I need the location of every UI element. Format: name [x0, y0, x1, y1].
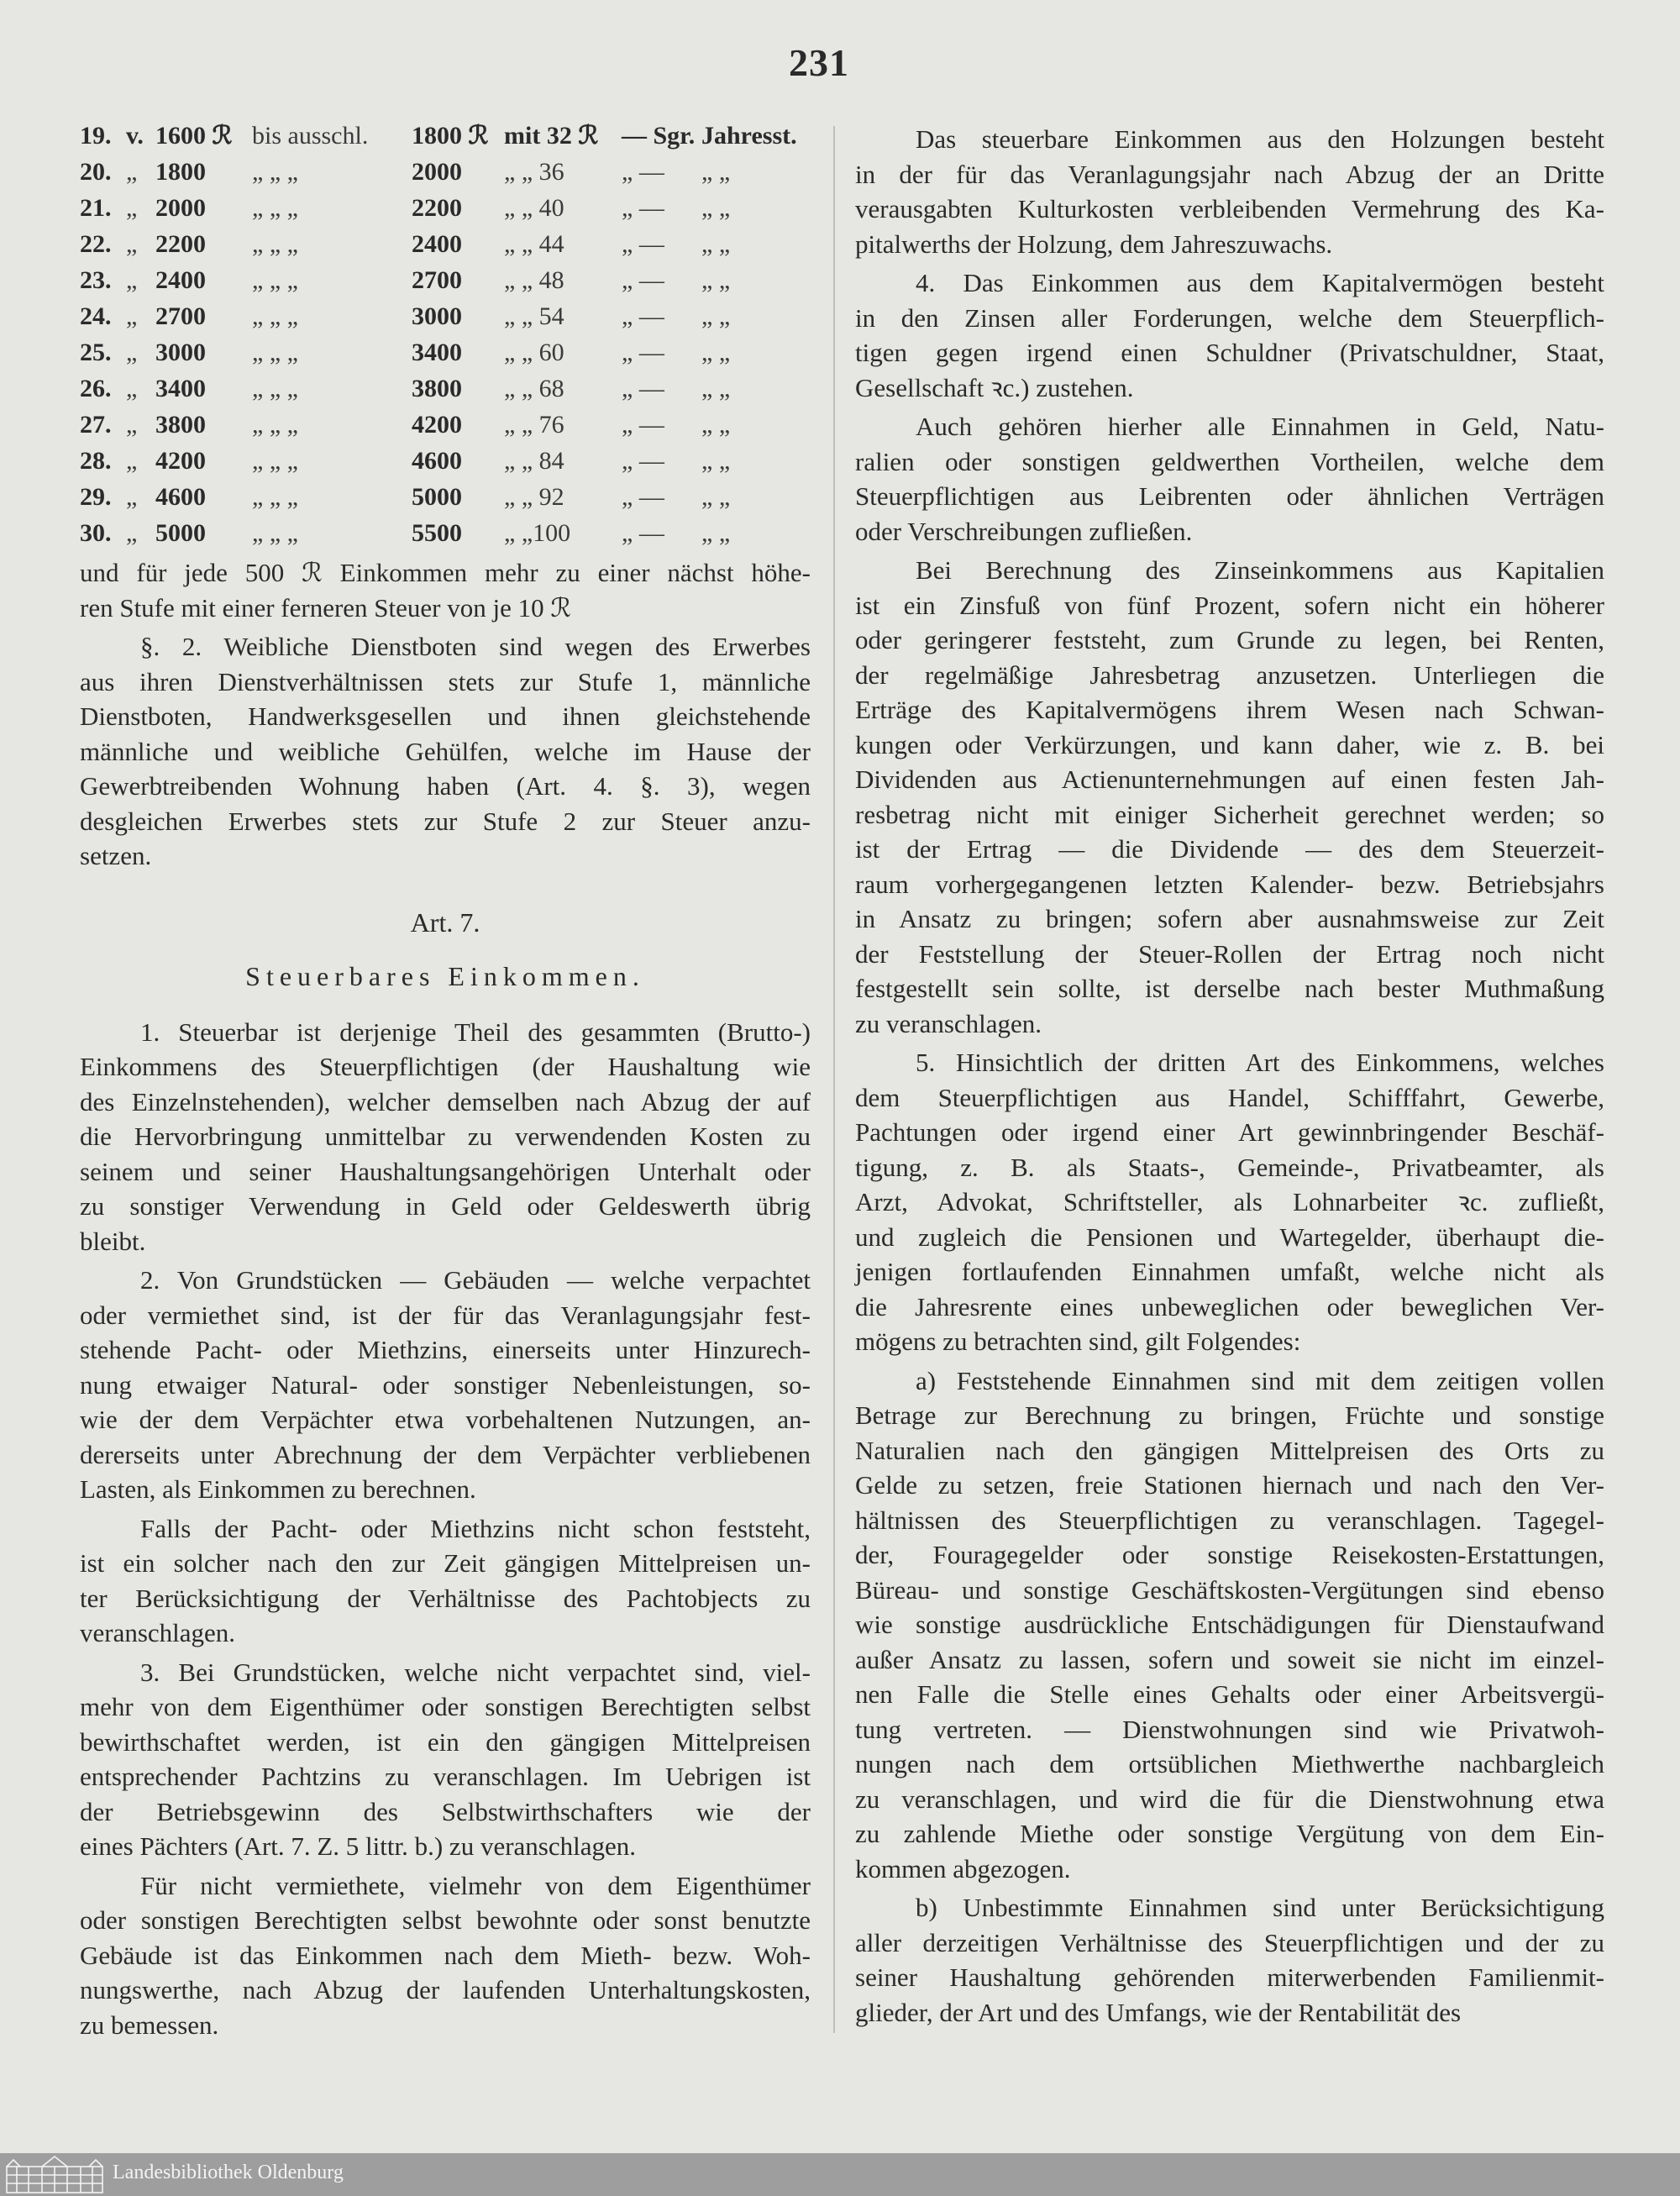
- table-cell: „ „ 48: [504, 266, 564, 294]
- text-line: ist ein solcher nach den zur Zeit gängigen Mittelpreisen un-: [80, 1548, 811, 1578]
- text-line: 3. Bei Grundstücken, welche nicht verpachtet sind, viel-: [140, 1657, 811, 1687]
- table-cell: „: [126, 447, 138, 475]
- table-cell: „ „ 54: [504, 302, 564, 330]
- table-cell: „: [126, 302, 138, 330]
- text-line: raum vorhergegangenen letzten Kalender- bezw. Betriebsjahrs: [855, 869, 1604, 899]
- text-line: hältnissen des Steuerpflichtigen zu veranschlagen. Tagegel-: [855, 1505, 1604, 1535]
- table-cell: mit 32 ℛ: [504, 122, 599, 150]
- text-line: Betrage zur Berechnung zu bringen, Früchte und sonstige: [855, 1400, 1604, 1430]
- paragraph: [80, 1655, 811, 1864]
- text-line: 4. Das Einkommen aus dem Kapitalvermögen besteht: [916, 268, 1604, 297]
- text-line: bewirthschaftet werden, ist ein den gängigen Mittelpreisen: [80, 1726, 811, 1757]
- table-cell: „ „ „: [252, 375, 298, 402]
- text-line: Lasten, als Einkommen zu berechnen.: [80, 1474, 476, 1504]
- text-line: in der für das Veranlagungsjahr nach Abzug der an Dritte: [855, 159, 1604, 189]
- text-line: Naturalien nach den gängigen Mittelpreisen des Orts zu: [855, 1435, 1604, 1465]
- left-column: [80, 118, 811, 2042]
- table-cell: „: [126, 158, 138, 186]
- text-line: b) Unbestimmte Einnahmen sind unter Berücksichtigung: [916, 1893, 1604, 1922]
- text-line: bleibt.: [80, 1226, 146, 1256]
- table-cell: „ „ „: [252, 158, 298, 186]
- text-line: Steuerpflichtigen aus Leibrenten oder ähnlichen Verträgen: [855, 481, 1604, 511]
- text-line: Bei Berechnung des Zinseinkommens aus Kapitalien: [916, 555, 1604, 585]
- text-line: aus ihren Dienstverhältnissen stets zur Stufe 1, männliche: [80, 666, 811, 696]
- article-number: Art. 7.: [410, 906, 480, 938]
- table-cell: „ „: [701, 230, 731, 258]
- text-line: des Einzelnstehenden), welcher demselben nach Abzug der auf: [80, 1086, 811, 1116]
- table-cell: 25.: [80, 339, 112, 366]
- text-line: die Hervorbringung unmittelbar zu verwendenden Kosten zu: [80, 1122, 811, 1151]
- table-cell: „ „100: [504, 519, 571, 547]
- text-line: wie sonstige ausdrückliche Entschädigungen für Dienstaufwand: [855, 1610, 1604, 1639]
- table-cell: „ „: [701, 375, 731, 402]
- table-cell: „ „ 36: [504, 158, 564, 186]
- paragraph: [80, 629, 811, 874]
- text-line: seinem und seiner Haushaltungsangehörigen Unterhalt oder: [80, 1156, 811, 1186]
- table-cell: 5000: [412, 483, 462, 511]
- text-line: veranschlagen.: [80, 1618, 236, 1647]
- table-cell: 21.: [80, 194, 112, 222]
- table-cell: 23.: [80, 266, 112, 294]
- table-cell: „ „ 76: [504, 411, 564, 439]
- text-line: Dienstboten, Handwerksgesellen und ihnen gleichstehende: [80, 701, 811, 731]
- page-number: 231: [789, 41, 849, 84]
- table-cell: 2200: [155, 230, 206, 258]
- paragraph: [855, 1890, 1604, 2030]
- library-footer-bar: [0, 2153, 1680, 2196]
- table-cell: „ „: [701, 158, 731, 186]
- paragraph: [855, 409, 1604, 549]
- text-line: die Jahresrente eines unbeweglichen oder beweglichen Ver-: [855, 1291, 1604, 1321]
- text-line: Arzt, Advokat, Schriftsteller, als Lohnarbeiter ꝛc. zufließt,: [855, 1187, 1604, 1216]
- text-line: Gesellschaft ꝛc.) zustehen.: [855, 372, 1134, 402]
- paragraph: [80, 1015, 811, 1259]
- text-line: wie der dem Verpächter etwa vorbehaltenen Nutzungen, an-: [80, 1405, 811, 1434]
- table-cell: „ „: [701, 519, 731, 547]
- table-cell: 2400: [155, 266, 206, 294]
- text-line: ter Berücksichtigung der Verhältnisse des Pachtobjects zu: [80, 1583, 811, 1613]
- tax-bracket-table: [80, 118, 811, 551]
- table-cell: 2400: [412, 230, 462, 258]
- table-cell: „: [126, 230, 138, 258]
- table-cell: „ „ „: [252, 447, 298, 475]
- table-cell: 3800: [155, 411, 206, 439]
- table-cell: „ „: [701, 266, 731, 294]
- text-line: Gewerbtreibenden Wohnung haben (Art. 4. §. 3), wegen: [80, 771, 811, 801]
- text-line: kungen oder Verkürzungen, und kann daher, wie z. B. bei: [855, 729, 1604, 759]
- text-line: a) Feststehende Einnahmen sind mit dem zeitigen vollen: [916, 1365, 1604, 1395]
- text-line: Gelde zu setzen, freie Stationen hiernach und nach den Ver-: [855, 1470, 1604, 1500]
- text-line: zu veranschlagen, und wird die für die Dienstwohnung etwa: [855, 1784, 1604, 1814]
- table-cell: „ „ 84: [504, 447, 564, 475]
- table-cell: „ „ „: [252, 266, 298, 294]
- left-body-paragraphs: [80, 1015, 811, 2043]
- table-cell: „ „ 92: [504, 483, 564, 511]
- table-cell: „ „ 68: [504, 375, 564, 402]
- table-cell: „ „: [701, 302, 731, 330]
- text-line: Auch gehören hierher alle Einnahmen in Geld, Natu-: [916, 412, 1604, 441]
- text-line: verausgabten Kulturkosten verbleibenden Vermehrung des Ka-: [855, 194, 1604, 223]
- table-cell: „: [126, 483, 138, 511]
- paragraph: [855, 1363, 1604, 1887]
- text-line: glieder, der Art und des Umfangs, wie der Rentabilität des: [855, 1997, 1462, 2027]
- table-cell: „ „: [701, 194, 731, 222]
- text-line: jenigen fortlaufenden Einnahmen umfaßt, welche nicht als: [855, 1257, 1604, 1286]
- article-title: Steuerbares Einkommen.: [245, 960, 645, 991]
- text-line: und zugleich die Pensionen und Wartegelder, überhaupt die-: [855, 1221, 1604, 1252]
- table-cell: „ „ 40: [504, 194, 564, 222]
- table-cell: „ —: [622, 483, 664, 511]
- table-cell: 19.: [80, 122, 112, 150]
- table-cell: „ —: [622, 375, 664, 402]
- table-cell: „ „ „: [252, 519, 298, 547]
- text-line: Einkommens des Steuerpflichtigen (der Haushaltung wie: [80, 1052, 811, 1081]
- paragraph: [80, 1511, 811, 1651]
- table-cell: „ —: [622, 230, 664, 258]
- text-line: §. 2. Weibliche Dienstboten sind wegen des Erwerbes: [140, 632, 811, 661]
- library-name: Landesbibliothek Oldenburg: [113, 2162, 344, 2183]
- text-line: oder sonstigen Berechtigten selbst bewohnte oder sonst benutzte: [80, 1905, 811, 1935]
- table-cell: 3800: [412, 375, 462, 402]
- text-line: Erträge des Kapitalvermögens ihrem Wesen nach Schwan-: [855, 695, 1604, 724]
- table-cell: „ „ 60: [504, 339, 564, 366]
- table-cell: 3000: [412, 302, 462, 330]
- table-cell: „: [126, 194, 138, 222]
- table-cell: 5500: [412, 519, 462, 547]
- table-cell: „ —: [622, 302, 664, 330]
- table-cell: 4200: [155, 447, 206, 475]
- text-line: nungswerthe, nach Abzug der laufenden Unterhaltungskosten,: [80, 1975, 811, 2004]
- text-line: mögens zu betrachten sind, gilt Folgendes:: [855, 1327, 1301, 1356]
- text-line: 1. Steuerbar ist derjenige Theil des gesammten (Brutto-): [140, 1017, 811, 1047]
- table-cell: „ „ „: [252, 483, 298, 511]
- table-cell: 5000: [155, 519, 206, 547]
- right-body-paragraphs: [855, 122, 1604, 2030]
- text-line: zu sonstiger Verwendung in Geld oder Geldeswerth übrig: [80, 1191, 811, 1221]
- table-cell: v.: [126, 122, 144, 150]
- text-line: tung vertreten. — Dienstwohnungen sind wie Privatwoh-: [855, 1714, 1604, 1744]
- text-line: stehende Pacht- oder Miethzins, einerseits unter Hinzurech-: [80, 1335, 811, 1364]
- text-line: ralien oder sonstigen geldwerthen Vortheilen, welche dem: [855, 446, 1604, 476]
- table-cell: „ „: [701, 483, 731, 511]
- text-line: Für nicht vermiethete, vielmehr von dem Eigenthümer: [140, 1870, 811, 1900]
- text-line: der Feststellung der Steuer-Rollen der Ertrag noch nicht: [855, 938, 1604, 969]
- text-line: desgleichen Erwerbes stets zur Stufe 2 zur Steuer anzu-: [80, 806, 811, 836]
- text-line: in Ansatz zu bringen; sofern aber ausnahmsweise zur Zeit: [855, 904, 1604, 933]
- paragraph: [80, 1263, 811, 1507]
- text-line: ist der Ertrag — die Dividende — des dem Steuerzeit-: [855, 834, 1604, 864]
- table-cell: 27.: [80, 411, 112, 439]
- text-line: festgestellt sein sollte, ist derselbe nach bester Muthmaßung: [855, 974, 1604, 1003]
- table-cell: 1800 ℛ: [412, 122, 489, 150]
- table-cell: 22.: [80, 230, 112, 258]
- table-cell: „: [126, 411, 138, 439]
- paragraph: [855, 1045, 1604, 1359]
- table-cell: 29.: [80, 483, 112, 511]
- text-line: Büreau- und sonstige Geschäftskosten-Vergütungen sind ebenso: [855, 1574, 1604, 1605]
- table-cell: Jahresst.: [701, 122, 797, 150]
- table-cell: „ —: [622, 158, 664, 186]
- text-line: seiner Haushaltung gehörenden miterwerbenden Familienmit-: [855, 1962, 1604, 1992]
- paragraph: [855, 265, 1604, 405]
- library-building-logo-icon: [5, 2155, 104, 2194]
- table-cell: 30.: [80, 519, 112, 547]
- table-cell: 26.: [80, 375, 112, 402]
- table-cell: „ —: [622, 447, 664, 475]
- text-line: zu zahlende Miethe oder sonstige Vergütung von dem Ein-: [855, 1819, 1604, 1848]
- table-cell: 2700: [412, 266, 462, 294]
- table-cell: 3400: [155, 375, 206, 402]
- table-cell: 3000: [155, 339, 206, 366]
- table-cell: 3400: [412, 339, 462, 366]
- text-line: dem Steuerpflichtigen aus Handel, Schifffahrt, Gewerbe,: [855, 1082, 1604, 1112]
- table-cell: „ „ „: [252, 230, 298, 258]
- table-cell: 4600: [155, 483, 206, 511]
- text-line: Das steuerbare Einkommen aus den Holzungen besteht: [916, 124, 1604, 154]
- text-line: ist ein Zinsfuß von fünf Prozent, sofern nicht ein höherer: [855, 590, 1604, 620]
- text-line: dererseits unter Abrechnung der dem Verpächter verbliebenen: [80, 1439, 811, 1469]
- table-cell: 4200: [412, 411, 462, 439]
- table-cell: „ „ „: [252, 194, 298, 222]
- text-line: 5. Hinsichtlich der dritten Art des Einkommens, welches: [916, 1048, 1604, 1077]
- paragraph: [80, 555, 811, 625]
- text-line: der, Fouragegelder oder sonstige Reisekosten-Erstattungen,: [855, 1540, 1604, 1569]
- text-line: zu veranschlagen.: [855, 1008, 1042, 1038]
- text-line: oder geringerer feststeht, zum Grunde zu legen, bei Renten,: [855, 625, 1604, 654]
- text-line: Falls der Pacht- oder Miethzins nicht schon feststeht,: [140, 1513, 811, 1543]
- text-line: nen Falle die Stelle eines Gehalts oder einer Arbeitsvergü-: [855, 1679, 1604, 1709]
- text-line: tigen gegen irgend einen Schuldner (Privatschuldner, Staat,: [855, 338, 1604, 367]
- table-cell: 28.: [80, 447, 112, 475]
- table-cell: „: [126, 519, 138, 547]
- table-cell: „ „ „: [252, 411, 298, 439]
- text-line: der regelmäßige Jahresbetrag anzusetzen. Unterliegen die: [855, 659, 1604, 690]
- text-line: mehr von dem Eigenthümer oder sonstigen Berechtigten selbst: [80, 1692, 811, 1721]
- text-line: oder vermiethet sind, ist der für das Veranlagungsjahr fest-: [80, 1300, 811, 1330]
- text-line: pitalwerths der Holzung, dem Jahreszuwachs.: [855, 229, 1333, 259]
- left-pre-paragraphs: [80, 555, 811, 874]
- table-cell: 2000: [412, 158, 462, 186]
- text-line: nungen nach dem ortsüblichen Miethwerthe nachbargleich: [855, 1749, 1604, 1778]
- table-cell: „: [126, 375, 138, 402]
- table-cell: 24.: [80, 302, 112, 330]
- column-divider: [833, 126, 835, 2033]
- table-cell: „ —: [622, 519, 664, 547]
- table-cell: „ „ 44: [504, 230, 564, 258]
- text-line: setzen.: [80, 841, 152, 870]
- table-cell: 1800: [155, 158, 206, 186]
- table-cell: „ —: [622, 266, 664, 294]
- text-line: Gebäude ist das Einkommen nach dem Mieth- bezw. Woh-: [80, 1940, 811, 1970]
- table-cell: 2000: [155, 194, 206, 222]
- table-cell: „ „ „: [252, 339, 298, 366]
- table-cell: „: [126, 339, 138, 366]
- text-line: nung etwaiger Natural- oder sonstiger Nebenleistungen, so-: [80, 1369, 811, 1400]
- right-column: [855, 118, 1604, 2030]
- table-cell: „ —: [622, 411, 664, 439]
- text-line: ren Stufe mit einer ferneren Steuer von je 10 ℛ: [80, 592, 572, 623]
- table-cell: bis ausschl.: [252, 122, 369, 150]
- text-line: tigung, z. B. als Staats-, Gemeinde-, Privatbeamter, als: [855, 1152, 1604, 1182]
- text-line: entsprechender Pachtzins zu veranschlagen. Im Uebrigen ist: [80, 1762, 811, 1791]
- table-cell: „ „: [701, 339, 731, 366]
- table-cell: 1600 ℛ: [155, 122, 233, 150]
- text-line: 2. Von Grundstücken — Gebäuden — welche verpachtet: [140, 1265, 811, 1295]
- text-line: oder Verschreibungen zufließen.: [855, 516, 1193, 546]
- paragraph: [855, 553, 1604, 1041]
- text-line: resbetrag nicht mit einiger Sicherheit gerechnet werden; so: [855, 799, 1604, 829]
- table-cell: — Sgr.: [622, 122, 696, 150]
- text-line: Pachtungen oder irgend einer Art gewinnbringender Beschäf-: [855, 1117, 1604, 1147]
- table-cell: „ „: [701, 447, 731, 475]
- text-line: männliche und weibliche Gehülfen, welche im Hause der: [80, 736, 811, 766]
- table-cell: „ „: [701, 411, 731, 439]
- table-cell: 2700: [155, 302, 206, 330]
- table-cell: 2200: [412, 194, 462, 222]
- table-cell: „ —: [622, 194, 664, 222]
- text-line: in den Zinsen aller Forderungen, welche dem Steuerpflich-: [855, 302, 1604, 333]
- table-cell: 20.: [80, 158, 112, 186]
- text-line: kommen abgezogen.: [855, 1853, 1071, 1883]
- text-line: aller derzeitigen Verhältnisse des Steuerpflichtigen und der zu: [855, 1927, 1604, 1957]
- text-line: außer Ansatz zu lassen, sofern und soweit sie nicht im einzel-: [855, 1644, 1604, 1674]
- table-cell: „ „ „: [252, 302, 298, 330]
- table-cell: „: [126, 266, 138, 294]
- text-line: und für jede 500 ℛ Einkommen mehr zu einer nächst höhe-: [80, 558, 811, 587]
- text-line: eines Pächters (Art. 7. Z. 5 littr. b.) zu veranschlagen.: [80, 1831, 636, 1861]
- text-line: Dividenden aus Actienunternehmungen auf einen festen Jah-: [855, 764, 1604, 794]
- paragraph: [855, 122, 1604, 261]
- table-cell: 4600: [412, 447, 462, 475]
- text-line: der Betriebsgewinn des Selbstwirthschafters wie der: [80, 1796, 811, 1826]
- text-line: zu bemessen.: [80, 2009, 219, 2040]
- table-cell: „ —: [622, 339, 664, 366]
- paragraph: [80, 1868, 811, 2043]
